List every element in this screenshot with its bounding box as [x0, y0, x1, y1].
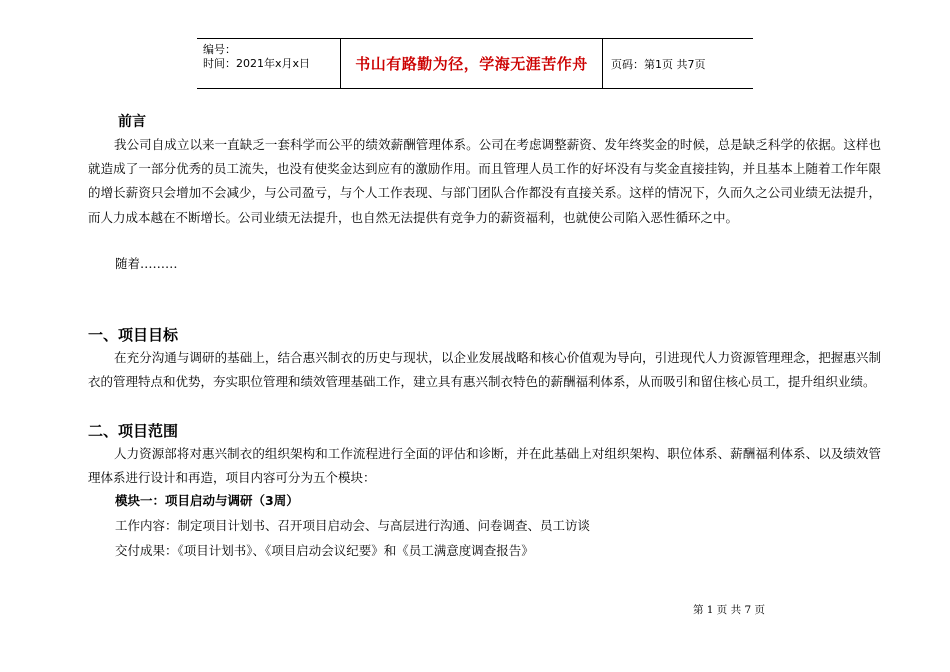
header-motto-cell — [340, 39, 603, 88]
module1-title: 模块一：项目启动与调研（3周） — [115, 493, 299, 508]
section-scope-paragraph: 人力资源部将对惠兴制衣的组织架构和工作流程进行全面的评估和诊断，并在此基础上对组织架构、职位体系、薪酬福利体系、以及绩效管理体系进行设计和再造，项目内容可分为五个模块： — [88, 446, 881, 486]
section-goal-paragraph: 在充分沟通与调研的基础上，结合惠兴制衣的历史与现状，以企业发展战略和核心价值观为导向，引进现代人力资源管理理念，把握惠兴制衣的管理特点和优势，夯实职位管理和绩效管理基础工作，建立具有惠兴制衣特色的薪酬福利体系，从而吸引和留住核心员工，提升组织业绩。 — [88, 350, 881, 390]
module1-deliverables: 交付成果：《项目计划书》、《项目启动会议纪要》和《员工满意度调查报告》 — [115, 543, 534, 558]
header-table — [197, 38, 753, 89]
date-label: 时间：2021年x月x日 — [203, 57, 311, 70]
preface-paragraph: 我公司自成立以来一直缺乏一套科学而公平的绩效薪酬管理体系。公司在考虑调整薪资、发年终奖金的时候，总是缺乏科学的依据。这样也就造成了一部分优秀的员工流失，也没有使奖金达到应有的激励作用。而且管理人员工作的好坏没有与奖金直接挂钩，并且基本上随着工作年限的增长薪资只会增加不会减少，与公司盈亏，与个人工作表现、与部门团队合作都没有直接关系。这样的情况下，久而久之公司业绩无法提升，而人力成本越在不断增长。公司业绩无法提升，也自然无法提供有竞争力的薪资福利，也就使公司陷入恶性循环之中。 — [88, 137, 881, 225]
number-label: 编号： — [203, 43, 236, 56]
module1-work: 工作内容：制定项目计划书、召开项目启动会、与高层进行沟通、问卷调查、员工访谈 — [115, 518, 591, 533]
preface-heading: 前言 — [118, 114, 146, 130]
header-page-cell — [603, 39, 753, 88]
section-scope-heading: 二、项目范围 — [88, 422, 179, 440]
page-code: 页码：第1页 共7页 — [611, 57, 706, 71]
motto-text: 书山有路勤为径，学海无涯苦作舟 — [355, 55, 588, 73]
section-goal-heading: 一、项目目标 — [88, 326, 179, 344]
header-left-cell — [197, 39, 340, 88]
preface-continuation: 随着……… — [115, 256, 178, 271]
page-footer: 第 1 页 共 7 页 — [692, 604, 765, 616]
